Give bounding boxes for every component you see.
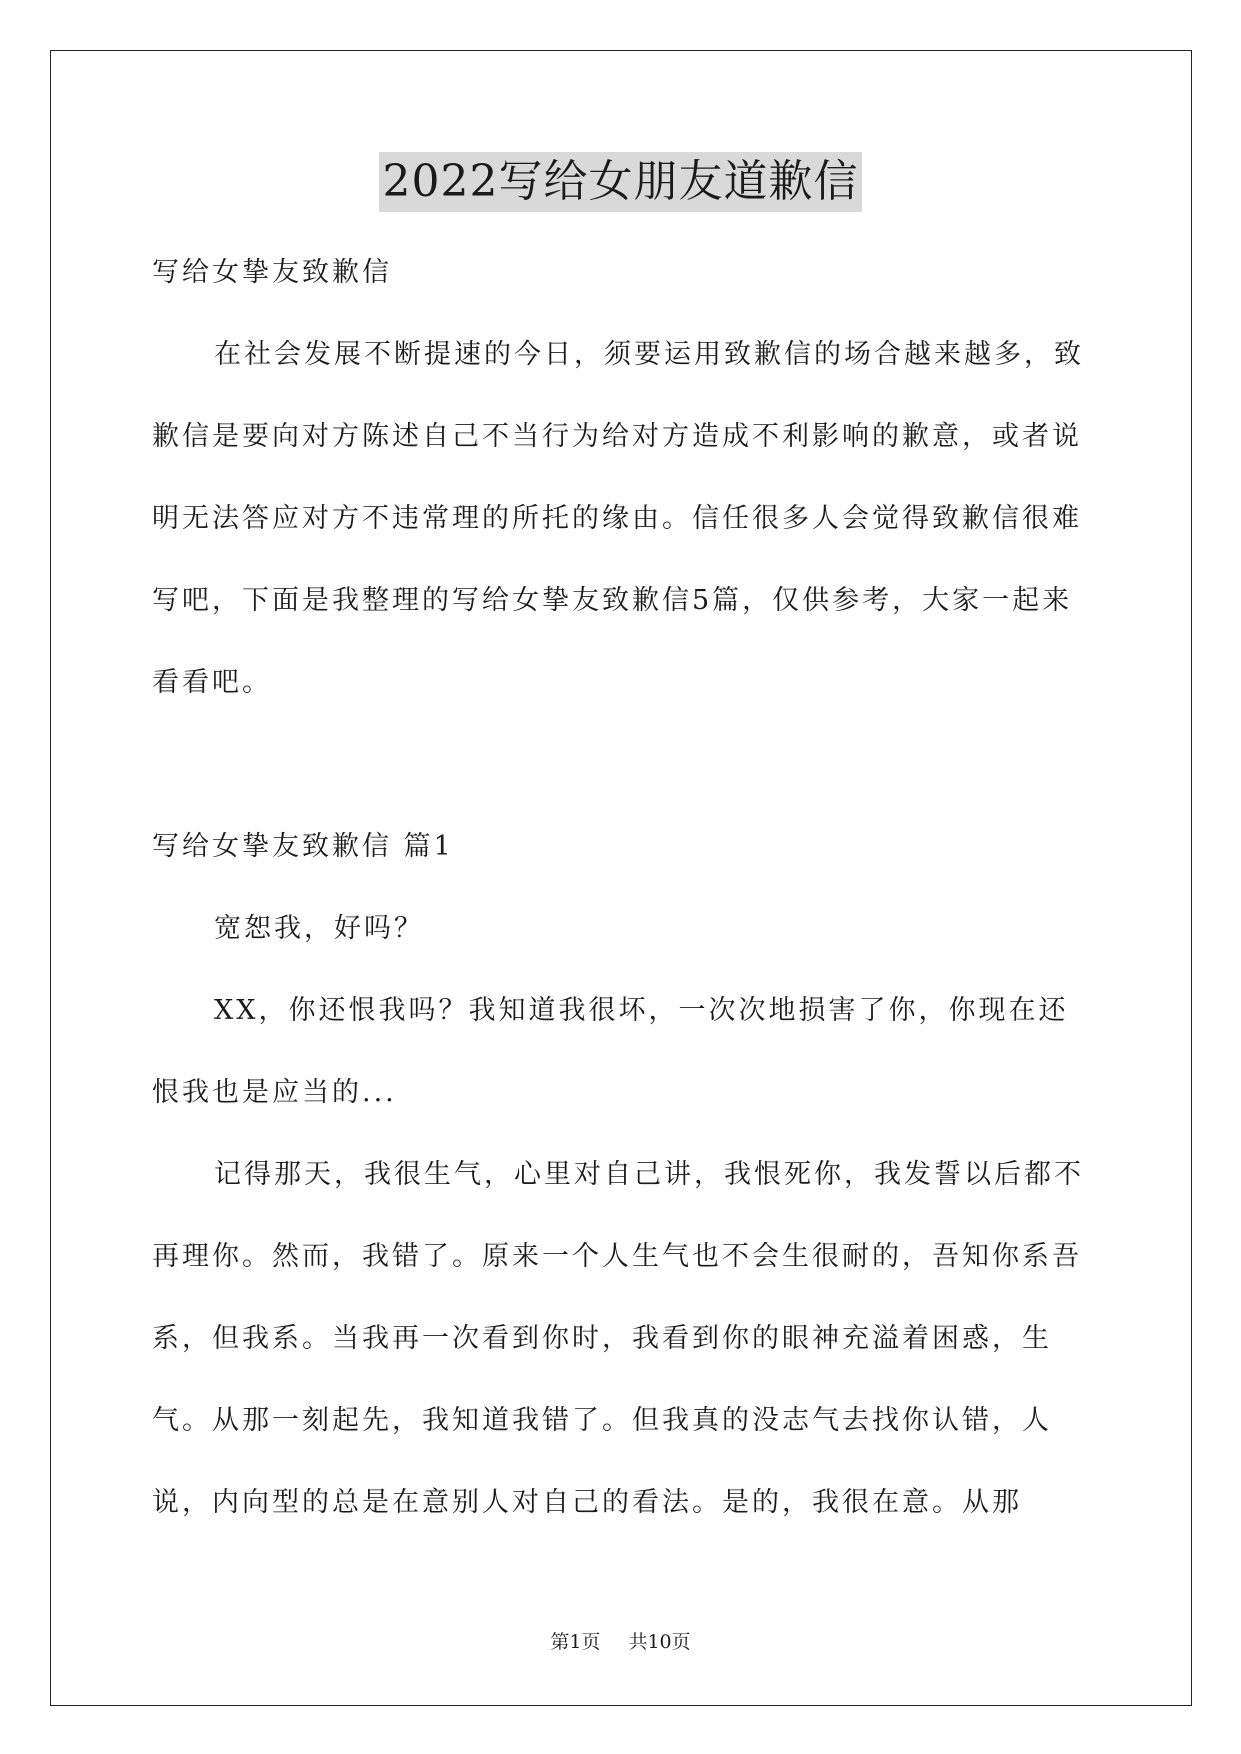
page-number: 第1页 <box>550 1631 601 1653</box>
paragraph: 宽恕我，好吗？ <box>214 913 424 944</box>
subtitle: 写给女挚友致歉信 <box>152 257 392 288</box>
document-body <box>152 232 1092 1544</box>
document-title: 2022写给女朋友道歉信 <box>379 152 863 212</box>
paragraph: 记得那天，我很生气，心里对自己讲，我恨死你，我发誓以后都不再理你。然而，我错了。原来一个人生气也不会生很耐的，吾知你系吾系，但我系。当我再一次看到你时，我看到你的眼神充溢着困惑，生气。从那一刻起先，我知道我错了。但我真的没志气去找你认错，人说，内向型的总是在意别人对自己的看法。是的，我很在意。从那 <box>152 1159 1084 1518</box>
section-gap <box>152 724 1092 806</box>
section-heading: 写给女挚友致歉信 篇1 <box>152 831 454 862</box>
title-container <box>0 152 1241 212</box>
intro-paragraph: 在社会发展不断提速的今日，须要运用致歉信的场合越来越多，致歉信是要向对方陈述自己不当行为给对方造成不利影响的歉意，或者说明无法答应对方不违常理的所托的缘由。信任很多人会觉得致歉信很难写吧，下面是我整理的写给女挚友致歉信5篇，仅供参考，大家一起来看看吧。 <box>152 339 1084 698</box>
page-total: 共10页 <box>628 1631 691 1653</box>
page-footer <box>0 1630 1241 1654</box>
paragraph: XX，你还恨我吗？我知道我很坏，一次次地损害了你，你现在还恨我也是应当的... <box>152 995 1069 1108</box>
